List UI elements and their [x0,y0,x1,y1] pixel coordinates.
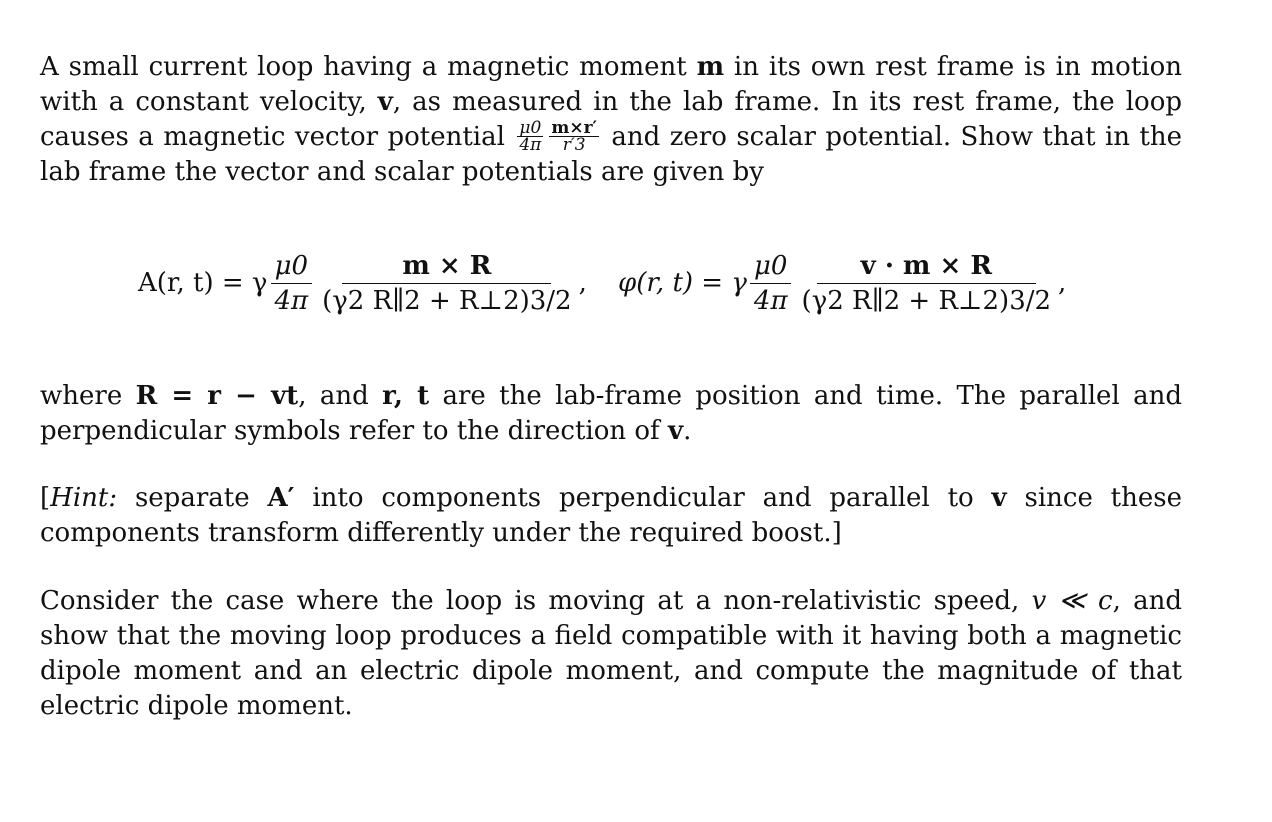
main-fraction: $\frac{m \times R}{(\gamma 2 R\parallel 2 + R\perp 2)3/2}$ [322,250,572,316]
symbol-v: v [667,416,684,446]
equation-row [40,233,1182,333]
coefficient-fraction: $\frac{\mu 0}{4\pi}$ [750,251,792,316]
hint-label: Hint: [50,483,118,513]
paragraph-definitions: where R = r − vt, and r, t are the lab-frame position and time. The parallel and perpendicular symbols refer to the direction of v. [40,381,1183,446]
equation-lhs: φ(r, t) = γ [618,268,747,298]
equation-vector-potential: A(r, t) = γ $\frac{\mu 0}{4\pi}$ $\frac{m \times R}{(\gamma 2 R\parallel 2 + R\perp 2)3/2}$ , [138,250,587,316]
symbol-v: v [991,483,1007,513]
inline-fraction-mxr: $\frac{m\times r'}{r'3}$ [551,117,598,155]
paragraph-intro [40,50,1182,190]
main-fraction: $\frac{v \cdot m \times R}{(\gamma 2 R\parallel 2 + R\perp 2)3/2}$ [801,250,1052,316]
paragraph-hint: [Hint: separate A′ into components perpendicular and parallel to v since these components transform differently under the required boost.] [40,483,1182,548]
symbol-v: v [377,87,393,117]
equation-scalar-potential: φ(r, t) = γ $\frac{\mu 0}{4\pi}$ $\frac{v \cdot m \times R}{(\gamma 2 R\parallel 2 + R\perp 2)3/2}$ , [618,250,1067,316]
lab-variables: r, t [382,381,430,411]
symbol-A-prime: A′ [267,483,295,513]
text: A small current loop having a magnetic moment [40,52,697,82]
symbol-m: m [696,52,725,82]
coefficient-fraction: $\frac{\mu 0}{4\pi}$ [270,251,312,316]
text: , as measured in the lab frame. In its rest frame, the loop causes a magnetic vector potential [40,87,1183,152]
text: and zero scalar potential. Show that in the lab frame the vector and scalar potentials are given by [40,122,1183,187]
paragraph-task: Consider the case where the loop is moving at a non-relativistic speed, v ≪ c, and show that the moving loop produces a field compatible with it having both a magnetic dipole moment and an electric dipole moment, and compute the magnitude of that electric dipole moment. [40,586,1183,721]
equation-lhs: A(r, t) = γ [138,268,268,298]
nonrelativistic-condition: v ≪ c [1031,586,1113,616]
relation-R: R = r − vt [135,381,299,411]
text: in its own rest frame is in motion with a constant velocity, [40,52,1182,117]
inline-fraction-mu0-4pi: $\frac{\mu 0}{4\pi}$ [519,117,542,155]
